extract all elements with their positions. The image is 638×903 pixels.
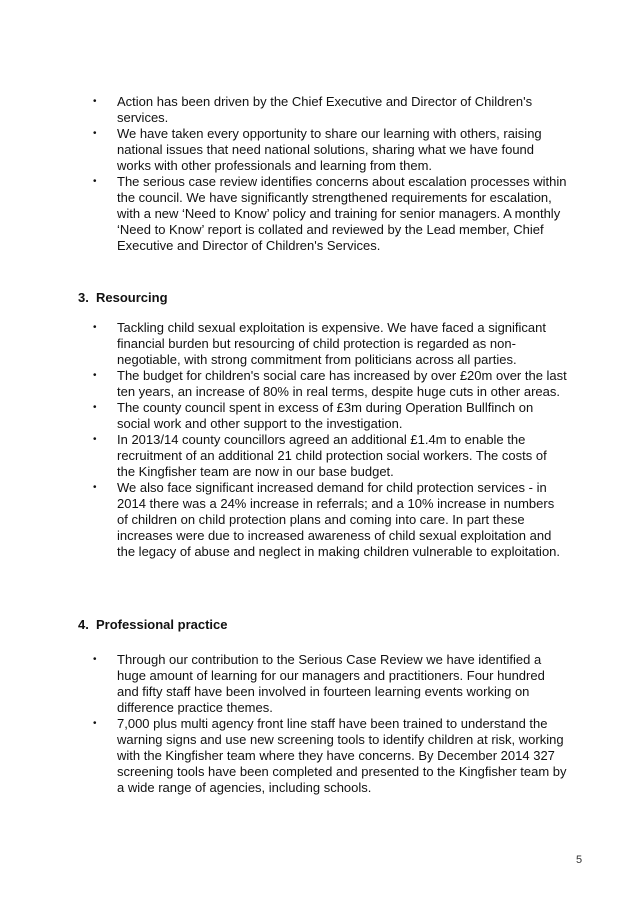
- bullet-icon: •: [93, 482, 97, 493]
- list-item: [0, 368, 638, 400]
- bullet-icon: •: [93, 654, 97, 665]
- list-item-text: The county council spent in excess of £3m during Operation Bullfinch on social work and other support to the investigation.: [117, 400, 534, 431]
- bullet-icon: •: [93, 402, 97, 413]
- list-item-text: The serious case review identifies concerns about escalation processes within the council. We have significantly strengthened requirements for escalation, with a new ‘Need to Know’ policy and training for senior managers. A monthly ‘Need to Know’ report is collated and reviewed by the Lead member, Chief Executive and Director of Children's Services.: [117, 174, 567, 253]
- list-item: [0, 174, 638, 254]
- list-item: [0, 432, 638, 480]
- list-item: [0, 480, 638, 560]
- list-item: [0, 94, 638, 126]
- bullet-icon: •: [93, 718, 97, 729]
- list-item-text: We have taken every opportunity to share our learning with others, raising national issues that need national solutions, sharing what we have found works with other professionals and learning from them.: [117, 126, 542, 173]
- list-item: [0, 320, 638, 368]
- list-item-text: Through our contribution to the Serious Case Review we have identified a huge amount of learning for our managers and practitioners. Four hundred and fifty staff have been involved in fourteen learning events working on difference practice themes.: [117, 652, 545, 715]
- bullet-icon: •: [93, 176, 97, 187]
- list-item-text: Action has been driven by the Chief Executive and Director of Children's services.: [117, 94, 533, 125]
- list-item: [0, 716, 638, 796]
- bullet-icon: •: [93, 434, 97, 445]
- list-item-text: In 2013/14 county councillors agreed an additional £1.4m to enable the recruitment of an additional 21 child protection social workers. The costs of the Kingfisher team are now in our base budget.: [117, 432, 547, 479]
- resourcing-bullet-list: [0, 320, 638, 560]
- section-number: 4.: [78, 617, 89, 632]
- bullet-icon: •: [93, 128, 97, 139]
- list-item: [0, 126, 638, 174]
- list-item-text: The budget for children's social care has increased by over £20m over the last ten years, an increase of 80% in real terms, despite huge cuts in other areas.: [117, 368, 567, 399]
- section-title: Resourcing: [96, 290, 168, 305]
- section-title: Professional practice: [96, 617, 228, 632]
- list-item-text: 7,000 plus multi agency front line staff have been trained to understand the warning signs and use new screening tools to identify children at risk, working with the Kingfisher team where they have concerns. By December 2014 327 screening tools have been completed and presented to the Kingfisher team by a wide range of agencies, including schools.: [117, 716, 567, 795]
- section-heading-professional-practice: [78, 617, 228, 633]
- list-item-text: Tackling child sexual exploitation is expensive. We have faced a significant financial burden but resourcing of child protection is regarded as non-negotiable, with strong commitment from politicians across all parties.: [117, 320, 546, 367]
- list-item: [0, 652, 638, 716]
- page-number: 5: [576, 854, 583, 866]
- bullet-icon: •: [93, 370, 97, 381]
- bullet-icon: •: [93, 322, 97, 333]
- bullet-icon: •: [93, 96, 97, 107]
- section-number: 3.: [78, 290, 89, 305]
- intro-bullet-list: [0, 94, 638, 254]
- list-item: [0, 400, 638, 432]
- professional-practice-bullet-list: [0, 652, 638, 796]
- list-item-text: We also face significant increased demand for child protection services - in 2014 there was a 24% increase in referrals; and a 10% increase in numbers of children on child protection plans and coming into care. In part these increases were due to increased awareness of child sexual exploitation and the legacy of abuse and neglect in making children vulnerable to exploitation.: [117, 480, 561, 559]
- section-heading-resourcing: [78, 290, 168, 306]
